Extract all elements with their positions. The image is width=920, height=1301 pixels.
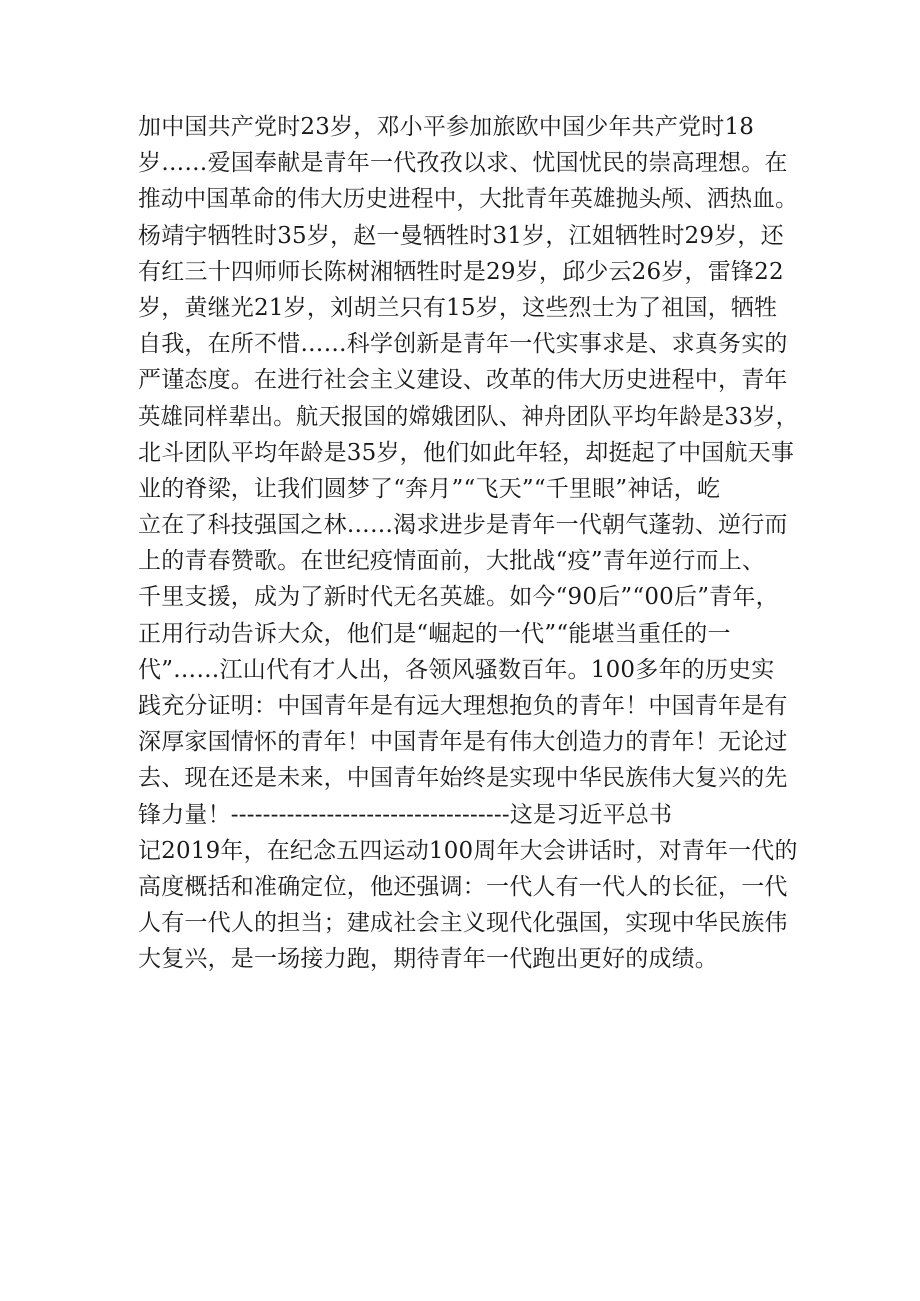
text-line: 立在了科技强国之林……渴求进步是青年一代朝气蓬勃、逆行而	[138, 512, 788, 539]
text-line: 岁，黄继光21岁，刘胡兰只有15岁，这些烈士为了祖国，牺牲	[138, 294, 778, 321]
text-line: 代”……江山代有才人出，各领风骚数百年。100多年的历史实	[138, 656, 775, 683]
text-line: 正用行动告诉大众，他们是“崛起的一代”“能堪当重任的一	[138, 620, 731, 647]
text-line: 去、现在还是未来，中国青年始终是实现中华民族伟大复兴的先	[138, 765, 788, 792]
text-line: 记2019年，在纪念五四运动100周年大会讲话时，对青年一代的	[138, 837, 798, 864]
body-text	[138, 109, 798, 978]
text-line: 深厚家国情怀的青年！中国青年是有伟大创造力的青年！无论过	[138, 729, 788, 756]
text-line: 岁……爱国奉献是青年一代孜孜以求、忧国忧民的崇高理想。在	[138, 150, 788, 177]
text-line: 杨靖宇牺牲时35岁，赵一曼牺牲时31岁，江姐牺牲时29岁，还	[138, 222, 784, 249]
text-line: 高度概括和准确定位，他还强调：一代人有一代人的长征，一代	[138, 873, 788, 900]
text-line: 有红三十四师师长陈树湘牺牲时是29岁，邱少云26岁，雷锋22	[138, 258, 784, 285]
text-line: 上的青春赞歌。在世纪疫情面前，大批战“疫”青年逆行而上、	[138, 548, 766, 575]
text-line: 践充分证明：中国青年是有远大理想抱负的青年！中国青年是有	[138, 693, 788, 719]
text-line: 业的脊梁，让我们圆梦了“奔月”“飞天”“千里眼”神话，屹	[138, 475, 721, 502]
text-line: 自我，在所不惜……科学创新是青年一代实事求是、求真务实的	[138, 331, 788, 358]
text-line: 推动中国革命的伟大历史进程中，大批青年英雄抛头颅、洒热血。	[138, 186, 798, 213]
text-line: 英雄同样辈出。航天报国的嫦娥团队、神舟团队平均年龄是33岁，	[138, 403, 799, 430]
text-line: 千里支援，成为了新时代无名英雄。如今“90后”“00后”青年，	[138, 584, 779, 611]
text-line: 严谨态度。在进行社会主义建设、改革的伟大历史进程中，青年	[138, 367, 788, 394]
text-line: 北斗团队平均年龄是35岁，他们如此年轻，却挺起了中国航天事	[138, 439, 795, 466]
text-line: 锋力量！-----------------------------------这是习近平总书	[138, 801, 673, 828]
text-line: 加中国共产党时23岁，邓小平参加旅欧中国少年共产党时18	[138, 114, 755, 140]
text-line: 大复兴，是一场接力跑，期待青年一代跑出更好的成绩。	[138, 946, 718, 973]
text-line: 人有一代人的担当；建成社会主义现代化强国，实现中华民族伟	[138, 910, 788, 937]
